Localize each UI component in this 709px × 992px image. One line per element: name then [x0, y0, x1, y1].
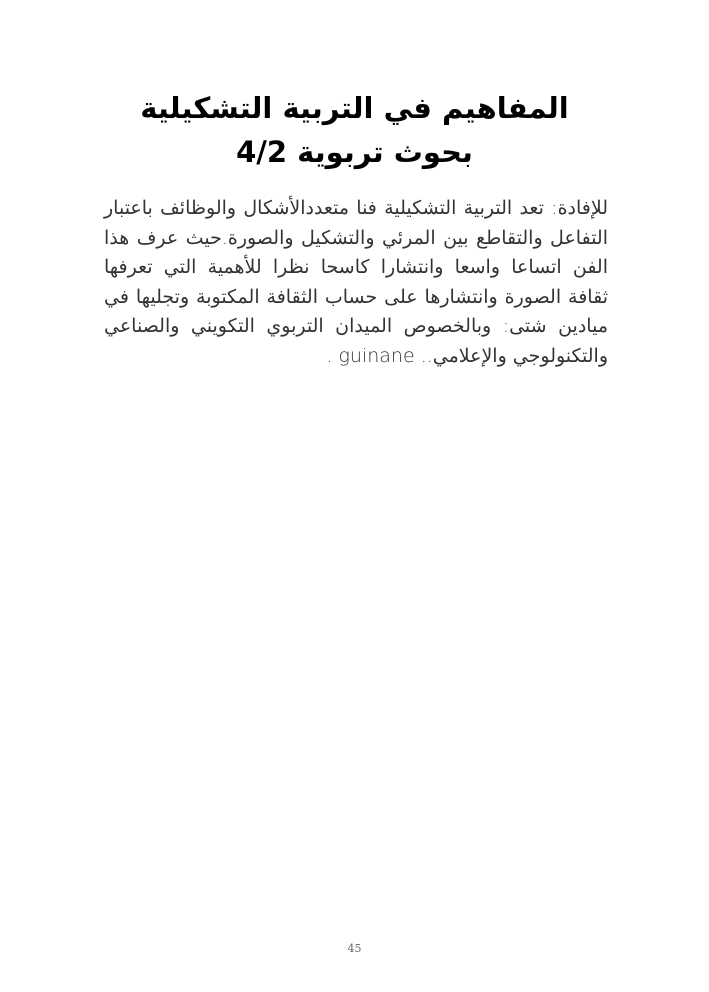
- title-line-1: المفاهيم في التربية التشكيلية: [140, 91, 569, 125]
- title-line-2: بحوث تربوية 4/2: [236, 135, 473, 169]
- page-number: 45: [347, 942, 362, 955]
- body-paragraph: للإفادة: تعد التربية التشكيلية فنا متعددالأشكال والوظائف باعتبار التفاعل والتقاطع بين المرئي والتشكيل والصورة.حيث عرف هذا الفن اتساعا واسعا وانتشارا كاسحا نظرا للأهمية التي تعرفها ثقافة الصورة وانتشارها على حساب الثقافة المكتوبة وتجليها في ميادين شتى: وبالخصوص الميدان التربوي التكويني والصناعي والتكنولوجي والإعلامي.. guinane .: [104, 197, 608, 367]
- page-title: [100, 86, 609, 174]
